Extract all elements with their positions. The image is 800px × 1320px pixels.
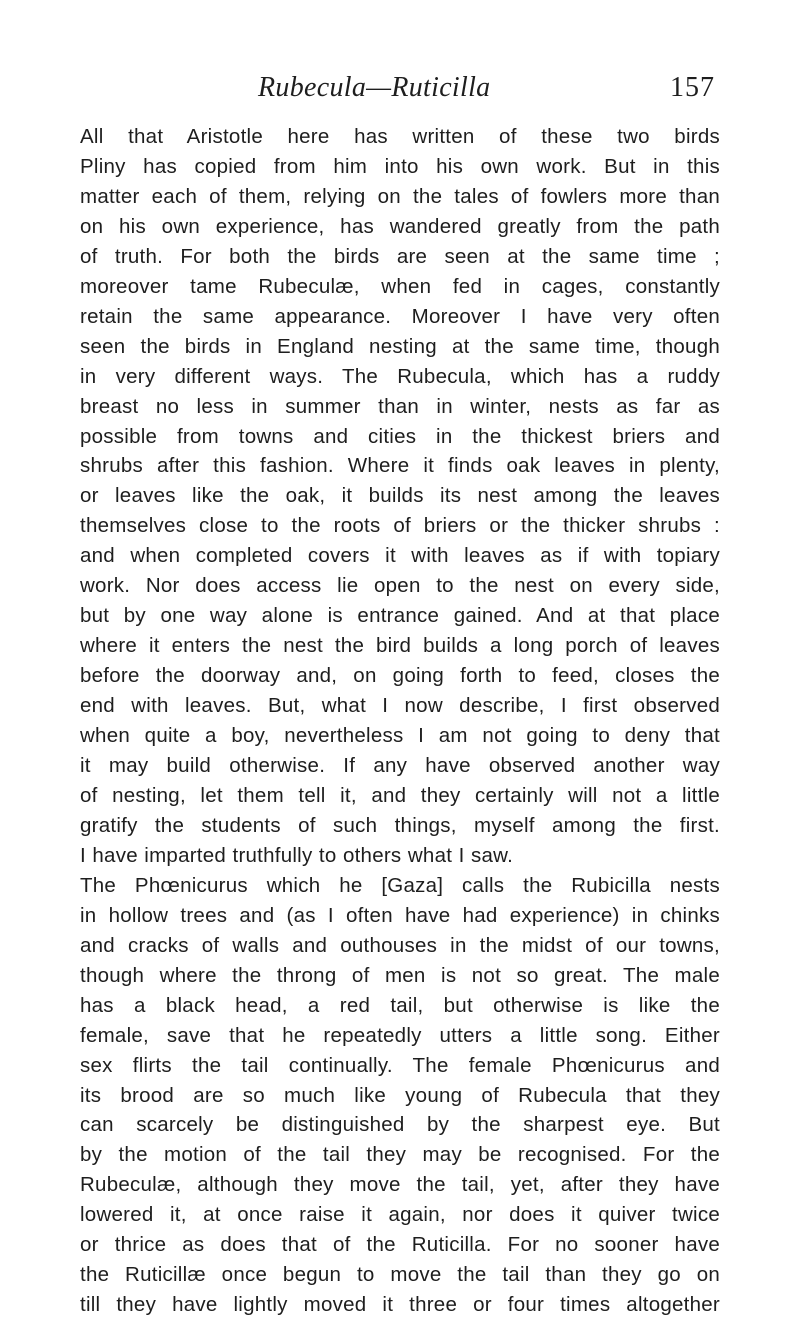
text-line: lowered it, at once raise it again, nor does it quiver twice — [80, 1203, 720, 1227]
body-text — [80, 122, 720, 1320]
text-line: shrubs after this fashion. Where it finds oak leaves in plenty, — [80, 454, 720, 478]
text-line: and when completed covers it with leaves as if with topiary — [80, 544, 720, 568]
text-line: possible from towns and cities in the thickest briers and — [80, 424, 720, 448]
text-line: and cracks of walls and outhouses in the midst of our towns, — [80, 933, 720, 957]
text-line: the Ruticillæ once begun to move the tail than they go on — [80, 1263, 720, 1287]
text-line: but by one way alone is entrance gained. And at that place — [80, 604, 720, 628]
text-line: before the doorway and, on going forth to feed, closes the — [80, 664, 720, 688]
text-line: of nesting, let them tell it, and they certainly will not a little — [80, 783, 720, 807]
text-line: Rubeculæ, although they move the tail, yet, after they have — [80, 1173, 720, 1197]
text-line: gratify the students of such things, myself among the first. — [80, 813, 720, 837]
text-line: in hollow trees and (as I often have had experience) in chinks — [80, 903, 720, 927]
text-line: breast no less in summer than in winter, nests as far as — [80, 394, 720, 418]
text-line: can scarcely be distinguished by the sharpest eye. But — [80, 1113, 720, 1137]
text-line: themselves close to the roots of briers or the thicker shrubs : — [80, 514, 720, 538]
text-line: has a black head, a red tail, but otherwise is like the — [80, 993, 720, 1017]
text-line: seen the birds in England nesting at the same time, though — [80, 334, 720, 358]
text-line: though where the throng of men is not so great. The male — [80, 963, 720, 987]
text-line: end with leaves. But, what I now describe, I first observed — [80, 694, 720, 718]
text-line: matter each of them, relying on the tales of fowlers more than — [80, 184, 720, 208]
text-line: female, save that he repeatedly utters a little song. Either — [80, 1023, 720, 1047]
text-line: The Phœnicurus which he [Gaza] calls the Rubicilla nests — [80, 873, 720, 897]
text-line: it may build otherwise. If any have observed another way — [80, 754, 720, 778]
text-line: in very different ways. The Rubecula, which has a ruddy — [80, 364, 720, 388]
text-line: or leaves like the oak, it builds its nest among the leaves — [80, 484, 720, 508]
text-line: by the motion of the tail they may be recognised. For the — [80, 1143, 720, 1167]
text-line: of truth. For both the birds are seen at the same time ; — [80, 244, 720, 268]
text-line: moreover tame Rubeculæ, when fed in cages, constantly — [80, 274, 720, 298]
text-line: Pliny has copied from him into his own work. But in this — [80, 154, 720, 178]
text-line: when quite a boy, nevertheless I am not going to deny that — [80, 724, 720, 748]
text-line: till they have lightly moved it three or four times altogether — [80, 1293, 720, 1317]
page-number: 157 — [670, 72, 715, 103]
text-line: on his own experience, has wandered greatly from the path — [80, 214, 720, 238]
text-line: I have imparted truthfully to others what I saw. — [80, 843, 514, 867]
text-line: retain the same appearance. Moreover I have very often — [80, 304, 720, 328]
text-line: where it enters the nest the bird builds a long porch of leaves — [80, 634, 720, 658]
text-line: work. Nor does access lie open to the nest on every side, — [80, 574, 720, 598]
text-line: All that Aristotle here has written of these two birds — [80, 125, 720, 148]
text-line: or thrice as does that of the Ruticilla. For no sooner have — [80, 1233, 720, 1257]
running-head: Rubecula—Ruticilla — [258, 72, 491, 103]
text-line: its brood are so much like young of Rubecula that they — [80, 1083, 720, 1107]
text-line: sex flirts the tail continually. The female Phœnicurus and — [80, 1053, 720, 1077]
